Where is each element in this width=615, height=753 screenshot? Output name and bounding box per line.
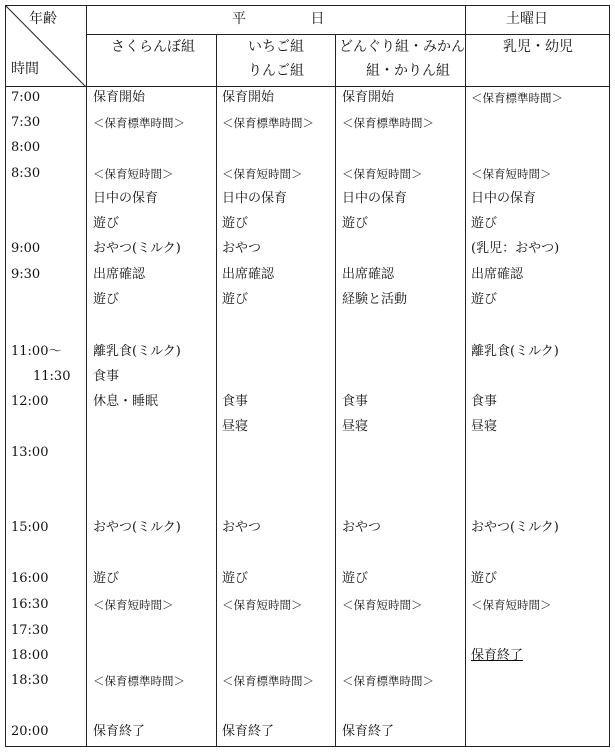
activity-cell: おやつ(ミルク) xyxy=(471,520,559,535)
activity-cell: 保育開始 xyxy=(222,90,275,105)
table-border-top xyxy=(5,5,610,6)
activity-cell: 食事 xyxy=(222,394,249,409)
activity-cell: 出席確認 xyxy=(222,267,275,282)
time-cell: 12:00 xyxy=(11,394,49,409)
activity-cell: 離乳食(ミルク) xyxy=(471,344,559,359)
time-label: 時間 xyxy=(11,61,39,77)
activity-cell: ＜保育短時間＞ xyxy=(93,167,174,181)
column-header-ichigo: いちご組 xyxy=(248,39,304,55)
activity-cell: 出席確認 xyxy=(93,267,146,282)
time-cell: 8:30 xyxy=(11,166,41,181)
column-header-donguri: どんぐり組・みかん xyxy=(339,39,465,55)
activity-cell: ＜保育標準時間＞ xyxy=(222,116,314,130)
activity-cell: 食事 xyxy=(342,394,369,409)
age-label: 年齢 xyxy=(29,11,57,27)
activity-cell: 保育終了 xyxy=(93,724,146,739)
activity-cell: 遊び xyxy=(471,292,498,307)
activity-cell: 出席確認 xyxy=(471,267,524,282)
table-border-right xyxy=(609,5,610,747)
activity-cell: 昼寝 xyxy=(342,419,369,434)
time-cell: 15:00 xyxy=(11,520,49,535)
time-cell: 17:30 xyxy=(11,623,49,638)
time-cell: 18:30 xyxy=(11,673,49,688)
time-cell: 16:30 xyxy=(11,597,49,612)
activity-cell: ＜保育標準時間＞ xyxy=(222,674,314,688)
activity-cell: 遊び xyxy=(93,216,120,231)
activity-cell: おやつ(ミルク) xyxy=(93,241,181,256)
activity-cell: (乳児：おやつ) xyxy=(471,241,560,256)
activity-cell: 遊び xyxy=(222,216,249,231)
table-border-bottom xyxy=(5,746,610,747)
activity-cell: 遊び xyxy=(471,571,498,586)
saturday-label: 土曜日 xyxy=(506,11,548,27)
activity-cell: おやつ xyxy=(222,520,262,535)
activity-cell: ＜保育標準時間＞ xyxy=(93,116,185,130)
activity-cell: 離乳食(ミルク) xyxy=(93,344,181,359)
activity-cell: ＜保育標準時間＞ xyxy=(342,674,434,688)
column-header-ringo: りんご組 xyxy=(248,63,304,79)
activity-cell: 出席確認 xyxy=(342,267,395,282)
activity-cell: 昼寝 xyxy=(222,419,249,434)
column-divider-4 xyxy=(465,5,466,747)
activity-cell: おやつ xyxy=(342,520,382,535)
activity-cell: 食事 xyxy=(93,369,120,384)
activity-cell: 遊び xyxy=(222,292,249,307)
time-cell: 9:30 xyxy=(11,267,41,282)
column-divider-3 xyxy=(335,34,336,747)
header-divider-weekday xyxy=(86,34,610,35)
activity-cell: 遊び xyxy=(471,216,498,231)
time-cell: 7:30 xyxy=(11,115,41,130)
activity-cell: 休息・睡眠 xyxy=(93,394,159,409)
activity-cell: ＜保育短時間＞ xyxy=(471,167,552,181)
activity-cell: 保育開始 xyxy=(93,90,146,105)
activity-cell: 遊び xyxy=(342,571,369,586)
activity-cell: 食事 xyxy=(471,394,498,409)
activity-cell: 保育開始 xyxy=(342,90,395,105)
column-header-sakuranbo: さくらんぼ組 xyxy=(111,39,195,55)
table-border-left xyxy=(5,5,6,747)
activity-cell: ＜保育短時間＞ xyxy=(222,598,303,612)
activity-cell: ＜保育短時間＞ xyxy=(342,598,423,612)
time-cell: 20:00 xyxy=(11,724,49,739)
activity-cell: ＜保育標準時間＞ xyxy=(471,91,563,105)
activity-cell: 昼寝 xyxy=(471,419,498,434)
activity-cell: ＜保育短時間＞ xyxy=(471,598,552,612)
time-cell: 11:00〜 xyxy=(11,344,62,359)
time-cell: 8:00 xyxy=(11,140,41,155)
time-cell: 13:00 xyxy=(11,445,49,460)
activity-cell: 保育終了 xyxy=(342,724,395,739)
activity-cell: おやつ xyxy=(222,241,262,256)
activity-cell: 日中の保育 xyxy=(93,191,159,206)
time-cell: 16:00 xyxy=(11,571,49,586)
column-divider-1 xyxy=(86,5,87,747)
activity-cell: ＜保育短時間＞ xyxy=(93,598,174,612)
column-header-infant-toddler: 乳児・幼児 xyxy=(503,39,573,55)
activity-cell: ＜保育標準時間＞ xyxy=(93,674,185,688)
activity-cell: ＜保育短時間＞ xyxy=(222,167,303,181)
weekday-label: 平 日 xyxy=(232,11,325,27)
activity-cell: 遊び xyxy=(222,571,249,586)
time-cell: 18:00 xyxy=(11,648,49,663)
header-body-divider xyxy=(5,86,610,87)
activity-cell: 日中の保育 xyxy=(471,191,537,206)
activity-cell: 遊び xyxy=(93,292,120,307)
time-cell: 7:00 xyxy=(11,90,41,105)
time-cell: 11:30 xyxy=(33,369,71,384)
activity-cell: ＜保育短時間＞ xyxy=(342,167,423,181)
activity-cell: 保育終了 xyxy=(222,724,275,739)
activity-cell: 日中の保育 xyxy=(342,191,408,206)
column-header-karin: 組・かりん組 xyxy=(366,63,450,79)
activity-cell: 遊び xyxy=(342,216,369,231)
activity-cell: ＜保育標準時間＞ xyxy=(342,116,434,130)
activity-cell: おやつ(ミルク) xyxy=(93,520,181,535)
activity-cell: 保育終了 xyxy=(471,648,524,663)
activity-cell: 遊び xyxy=(93,571,120,586)
activity-cell: 日中の保育 xyxy=(222,191,288,206)
time-cell: 9:00 xyxy=(11,241,41,256)
column-divider-2 xyxy=(216,34,217,747)
activity-cell: 経験と活動 xyxy=(342,292,408,307)
